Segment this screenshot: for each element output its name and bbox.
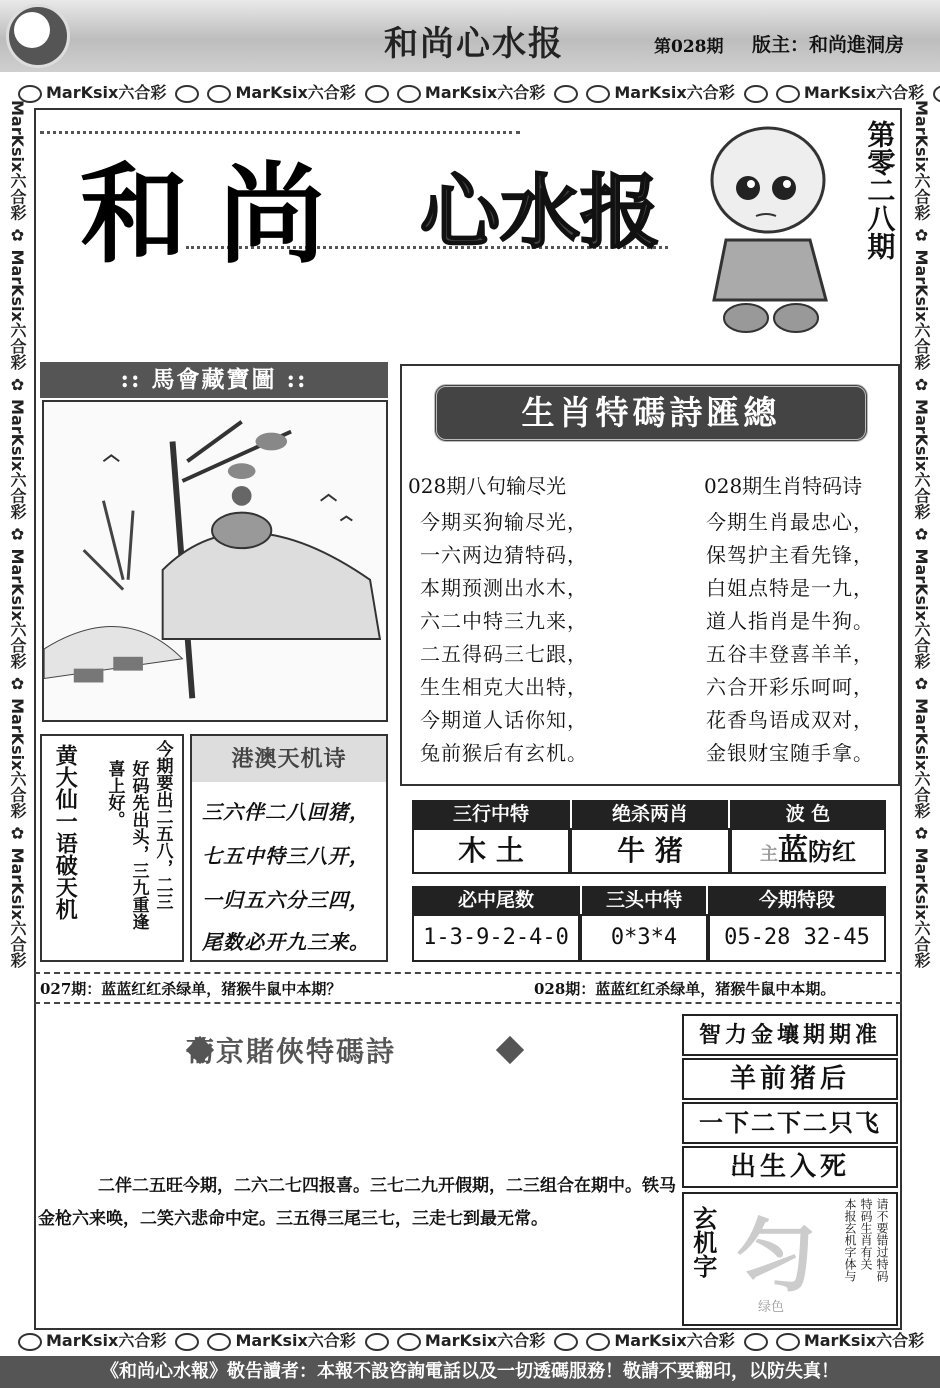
- flower-icon: [175, 85, 199, 103]
- poem-line: 白姐点特是一九，: [706, 576, 874, 600]
- flower-icon: [175, 1333, 199, 1351]
- table2-value: 05-28 32-45: [708, 914, 886, 962]
- watermark-bottom-row: MarKsix六合彩 MarKsix六合彩 MarKsix六合彩 MarKsix六合彩 MarKsix六合彩: [14, 1328, 924, 1351]
- poem-right-title: 028期生肖特码诗: [704, 474, 863, 498]
- poem-line: 二五得码三七跟，: [420, 642, 588, 666]
- flower-icon: [207, 1333, 231, 1351]
- poem-line: 今期生肖最忠心，: [706, 510, 874, 534]
- flower-icon: [586, 1333, 610, 1351]
- flower-icon: [554, 1333, 578, 1351]
- poem-line: 六二中特三九来，: [420, 609, 588, 633]
- gang-ao-line: 七五中特三八开，: [202, 844, 370, 868]
- flower-icon: [776, 1333, 800, 1351]
- mystery-col: 特码生肖有关: [859, 1198, 873, 1270]
- masthead-small-title: 心水报: [420, 165, 660, 259]
- poem-line: 生生相克大出特，: [420, 675, 588, 699]
- mystery-note: 绿色: [758, 1300, 785, 1315]
- table1-header: 三行中特: [412, 800, 570, 828]
- gang-ao-line: 一归五六分三四，: [202, 888, 370, 912]
- top-editor: 版主：和尚進洞房: [752, 34, 905, 56]
- yellow-immortal-line: 喜上好。: [104, 760, 125, 828]
- table2-header: 三头中特: [582, 886, 706, 914]
- poem-line: 道人指肖是牛狗。: [706, 609, 874, 633]
- flower-icon: [744, 85, 768, 103]
- table1-header: 波 色: [730, 800, 886, 828]
- flower-icon: [933, 85, 940, 103]
- flower-icon: [365, 1333, 389, 1351]
- poem-line: 本期预测出水木，: [420, 576, 588, 600]
- table1-header: 绝杀两肖: [572, 800, 728, 828]
- table1-wave-color: [730, 828, 886, 874]
- mystery-char: 匀: [736, 1209, 816, 1303]
- masthead-big-title: 和尚: [80, 152, 357, 278]
- pujing-text: 二伴二五旺今期，二六二七四报喜。三七二九开假期，二三组合在期中。铁马金枪六来唤，二笑六悲命中定。三五得三尾三七，三走七到最无常。: [38, 1176, 676, 1229]
- flower-icon: [207, 85, 231, 103]
- wave-main-label: 主: [760, 844, 778, 865]
- flower-icon: [744, 1333, 768, 1351]
- wave-guard: 防红: [808, 837, 856, 866]
- poem-line: 今期买狗输尽光，: [420, 510, 588, 534]
- top-title: 和尚心水报: [384, 24, 564, 64]
- poem-line: 一六两边猜特码，: [420, 543, 588, 567]
- poem-right-lines: [706, 506, 874, 770]
- flower-icon: [365, 85, 389, 103]
- right-column-head: 智力金壤期期准: [682, 1014, 898, 1056]
- gang-ao-title: 港澳天机诗: [192, 736, 386, 782]
- flower-icon: [397, 85, 421, 103]
- yellow-immortal-title: 黄大仙一语破天机: [52, 744, 79, 920]
- compare-curr: 028期：蓝蓝红红杀绿单，猪猴牛鼠中本期。: [534, 980, 836, 998]
- mystery-col: 请不要错过特码: [875, 1198, 889, 1282]
- poem-left-title: 028期八句输尽光: [408, 474, 567, 498]
- table1-value: 牛 猪: [570, 828, 730, 874]
- right-column-row: 羊前猪后: [682, 1058, 898, 1100]
- table2-value: 1-3-9-2-4-0: [412, 914, 580, 962]
- table2-header: 必中尾数: [412, 886, 580, 914]
- gang-ao-line: 三六伴二八回猪，: [202, 800, 370, 824]
- masthead-issue-vertical: 第零二八期: [863, 120, 897, 260]
- right-column-row: 一下二下二只飞: [682, 1102, 898, 1144]
- poem-line: 保驾护主看先锋，: [706, 543, 874, 567]
- poem-line: 金银财宝随手拿。: [706, 741, 874, 765]
- poem-line: 今期道人话你知，: [420, 708, 588, 732]
- mystery-label: 玄机字: [688, 1206, 718, 1278]
- mystery-col: 本报玄机字体与: [843, 1198, 857, 1282]
- flower-icon: [397, 1333, 421, 1351]
- compare-prev: 027期：蓝蓝红红杀绿单，猪猴牛鼠中本期？: [40, 980, 342, 998]
- poem-line: 五谷丰登喜羊羊，: [706, 642, 874, 666]
- table2-header: 今期特段: [708, 886, 886, 914]
- table1-value: 木 土: [412, 828, 570, 874]
- table2-value: 0*3*4: [580, 914, 708, 962]
- flower-icon: [776, 85, 800, 103]
- poem-line: 六合开彩乐呵呵，: [706, 675, 874, 699]
- footer-notice: 《和尚心水報》敬告讀者：本報不設咨詢電話以及一切透碼服務！敬請不要翻印，以防失真！: [0, 1356, 940, 1388]
- top-issue: 第028期: [654, 37, 724, 57]
- monk-mascot-icon: [706, 120, 846, 340]
- flower-icon: [554, 85, 578, 103]
- poem-summary-banner: 生肖特碼詩匯總: [434, 384, 868, 442]
- flower-icon: [586, 85, 610, 103]
- yellow-immortal-line: 好码先出头，三九重逢: [128, 760, 149, 930]
- yellow-immortal-line: 今期要出二五八，二三: [152, 740, 173, 910]
- gang-ao-line: 尾数必开九三来。: [202, 930, 370, 954]
- compare-line: [34, 972, 902, 1004]
- watermark-left-column: MarKsix六合彩 ✿ MarKsix六合彩 ✿ MarKsix六合彩 ✿ MarKsix六合彩 ✿ MarKsix六合彩 ✿ MarKsix六合彩: [8, 100, 27, 968]
- watermark-top-row: MarKsix六合彩 MarKsix六合彩 MarKsix六合彩 MarKsix六合彩 MarKsix六合彩: [14, 80, 940, 103]
- wave-main: 蓝: [778, 833, 808, 868]
- treasure-map-illustration: [42, 400, 388, 722]
- poem-left-lines: [420, 506, 588, 770]
- poem-line: 花香鸟语成双对，: [706, 708, 874, 732]
- watermark-right-column: MarKsix六合彩 ✿ MarKsix六合彩 ✿ MarKsix六合彩 ✿ MarKsix六合彩 ✿ MarKsix六合彩 ✿ MarKsix六合彩: [912, 100, 931, 968]
- pujing-title: 葡京賭俠特碼詩: [186, 1035, 397, 1068]
- logo-center: [14, 12, 50, 48]
- poem-line: 兔前猴后有玄机。: [420, 741, 588, 765]
- flower-icon: [18, 1333, 42, 1351]
- treasure-map-title: :: 馬會藏寶圖 ::: [40, 362, 388, 398]
- right-column-row: 出生入死: [682, 1146, 898, 1188]
